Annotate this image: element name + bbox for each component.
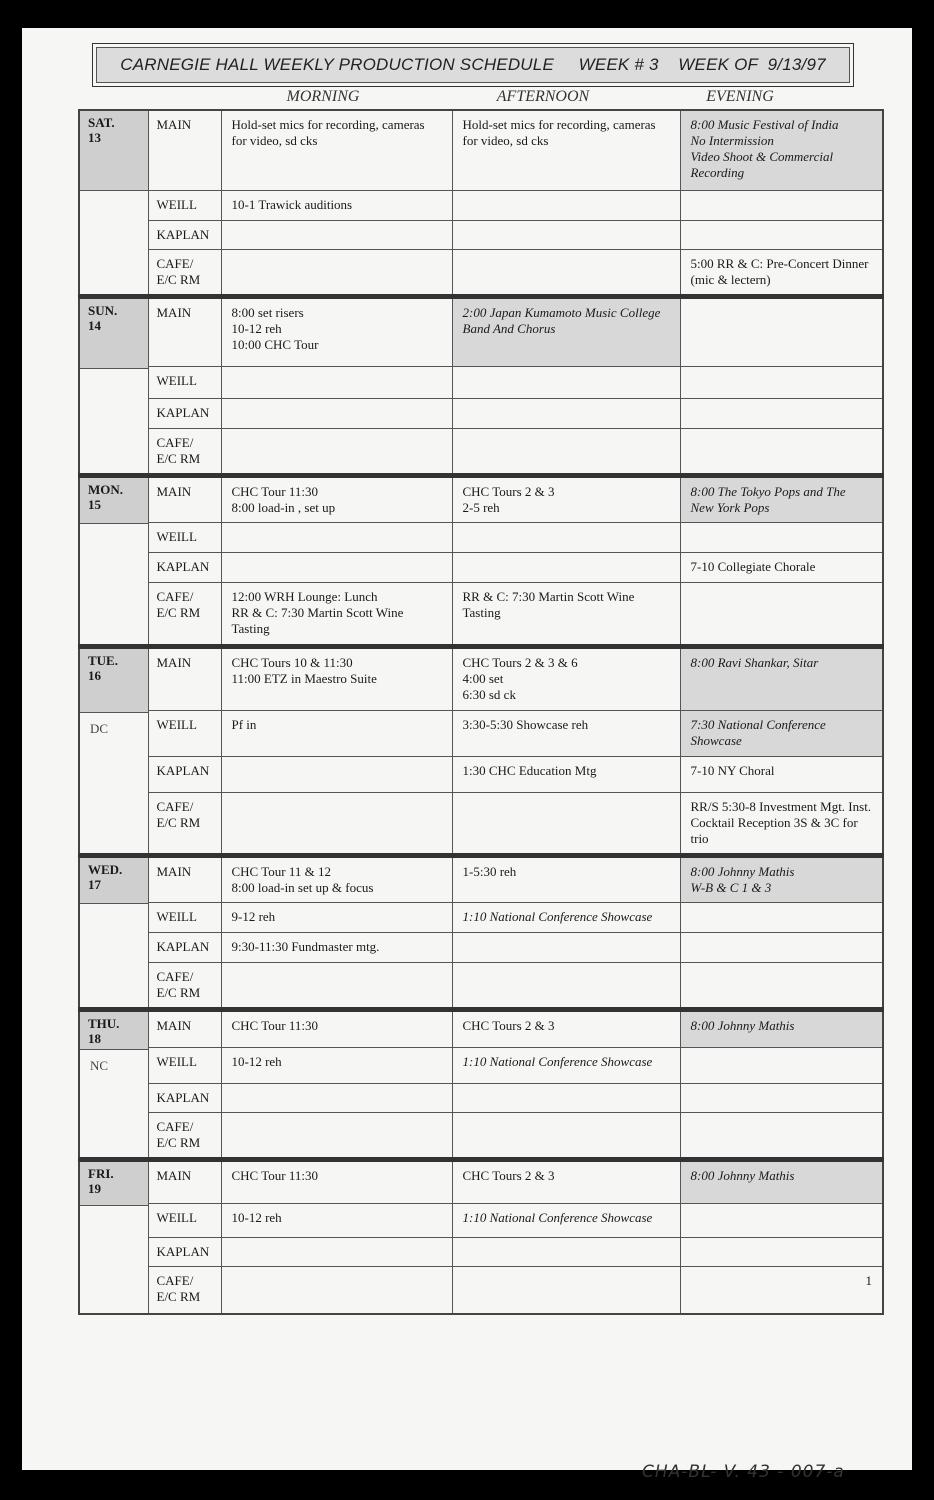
afternoon-event-cell: 1-5:30 reh — [452, 855, 680, 902]
schedule-row — [79, 902, 883, 932]
day-number: 16 — [88, 667, 101, 683]
afternoon-event-cell — [452, 1237, 680, 1266]
day-cell — [79, 646, 148, 855]
afternoon-event-cell: 1:30 CHC Education Mtg — [452, 756, 680, 792]
morning-event-cell — [221, 1237, 452, 1266]
venue-label: KAPLAN — [148, 398, 221, 428]
afternoon-event-cell — [452, 932, 680, 962]
evening-event-cell — [680, 932, 883, 962]
afternoon-event-cell — [452, 220, 680, 249]
day-name: THU. — [88, 1015, 120, 1031]
morning-event-cell — [221, 366, 452, 398]
evening-event-cell: 8:00 Music Festival of India No Intermission Video Shoot & Commercial Recording — [680, 110, 883, 190]
afternoon-event-cell: CHC Tours 2 & 3 2-5 reh — [452, 475, 680, 522]
evening-event-cell — [680, 962, 883, 1009]
afternoon-event-cell: CHC Tours 2 & 3 — [452, 1009, 680, 1047]
venue-label: CAFE/ E/C RM — [148, 1266, 221, 1314]
venue-label: CAFE/ E/C RM — [148, 962, 221, 1009]
venue-label: KAPLAN — [148, 1237, 221, 1266]
morning-event-cell: 12:00 WRH Lounge: Lunch RR & C: 7:30 Martin Scott Wine Tasting — [221, 582, 452, 646]
schedule-row — [79, 962, 883, 1009]
venue-label: MAIN — [148, 1159, 221, 1203]
schedule-row — [79, 932, 883, 962]
afternoon-event-cell — [452, 190, 680, 220]
venue-label: KAPLAN — [148, 1083, 221, 1112]
day-cell — [79, 855, 148, 1009]
venue-label: WEILL — [148, 1047, 221, 1083]
day-cell — [79, 475, 148, 646]
evening-event-cell — [680, 902, 883, 932]
day-cell — [79, 110, 148, 296]
afternoon-event-cell — [452, 1112, 680, 1159]
evening-event-cell: 5:00 RR & C: Pre-Concert Dinner (mic & lectern) — [680, 249, 883, 296]
evening-event-cell: 7-10 Collegiate Chorale — [680, 552, 883, 582]
afternoon-event-cell: Hold-set mics for recording, cameras for video, sd cks — [452, 110, 680, 190]
morning-event-cell: CHC Tour 11:30 — [221, 1159, 452, 1203]
venue-label: MAIN — [148, 1009, 221, 1047]
venue-label: MAIN — [148, 855, 221, 902]
day-label — [80, 111, 148, 191]
morning-event-cell — [221, 552, 452, 582]
afternoon-event-cell — [452, 398, 680, 428]
venue-label: WEILL — [148, 366, 221, 398]
afternoon-event-cell — [452, 1266, 680, 1314]
evening-event-cell — [680, 1047, 883, 1083]
afternoon-event-cell — [452, 249, 680, 296]
morning-event-cell — [221, 1083, 452, 1112]
day-name: WED. — [88, 861, 123, 877]
evening-event-cell — [680, 522, 883, 552]
day-note: NC — [90, 1057, 109, 1073]
catalog-number: CHA-BL- V. 43 - 007-a — [642, 1462, 845, 1482]
day-label — [80, 858, 148, 904]
column-header-evening: EVENING — [706, 88, 774, 105]
day-note — [80, 904, 148, 920]
schedule-page — [22, 28, 912, 1482]
afternoon-event-cell: CHC Tours 2 & 3 — [452, 1159, 680, 1203]
morning-event-cell: 9:30-11:30 Fundmaster mtg. — [221, 932, 452, 962]
venue-label: WEILL — [148, 522, 221, 552]
schedule-row — [79, 756, 883, 792]
evening-event-cell: 8:00 Johnny Mathis — [680, 1159, 883, 1203]
day-name: SAT. — [88, 115, 115, 130]
day-number: 13 — [88, 130, 101, 145]
evening-event-cell — [680, 582, 883, 646]
venue-label: CAFE/ E/C RM — [148, 249, 221, 296]
evening-event-cell: 8:00 Ravi Shankar, Sitar — [680, 646, 883, 710]
evening-event-cell — [680, 428, 883, 475]
day-name: SUN. — [88, 302, 118, 318]
schedule-row — [79, 1203, 883, 1237]
schedule-row — [79, 1083, 883, 1112]
evening-event-cell: 1 — [680, 1266, 883, 1314]
afternoon-event-cell: RR & C: 7:30 Martin Scott Wine Tasting — [452, 582, 680, 646]
evening-event-cell — [680, 366, 883, 398]
morning-event-cell: Pf in — [221, 710, 452, 756]
afternoon-event-cell: 3:30-5:30 Showcase reh — [452, 710, 680, 756]
morning-event-cell: CHC Tour 11:30 — [221, 1009, 452, 1047]
evening-event-cell — [680, 220, 883, 249]
afternoon-event-cell: CHC Tours 2 & 3 & 6 4:00 set 6:30 sd ck — [452, 646, 680, 710]
venue-label: KAPLAN — [148, 756, 221, 792]
afternoon-event-cell: 1:10 National Conference Showcase — [452, 1047, 680, 1083]
afternoon-event-cell — [452, 366, 680, 398]
schedule-row — [79, 1266, 883, 1314]
day-note — [80, 191, 148, 207]
morning-event-cell — [221, 522, 452, 552]
venue-label: WEILL — [148, 190, 221, 220]
venue-label: KAPLAN — [148, 552, 221, 582]
evening-event-cell — [680, 190, 883, 220]
evening-event-cell — [680, 296, 883, 366]
schedule-row — [79, 582, 883, 646]
venue-label: WEILL — [148, 902, 221, 932]
schedule-row — [79, 792, 883, 855]
afternoon-event-cell: 1:10 National Conference Showcase — [452, 902, 680, 932]
day-name: MON. — [88, 481, 124, 497]
afternoon-event-cell — [452, 428, 680, 475]
schedule-row — [79, 522, 883, 552]
venue-label: KAPLAN — [148, 932, 221, 962]
schedule-row — [79, 398, 883, 428]
schedule-row — [79, 366, 883, 398]
morning-event-cell: 10-12 reh — [221, 1203, 452, 1237]
afternoon-event-cell — [452, 1083, 680, 1112]
evening-event-cell: 8:00 Johnny Mathis — [680, 1009, 883, 1047]
morning-event-cell — [221, 1112, 452, 1159]
morning-event-cell: 8:00 set risers 10-12 reh 10:00 CHC Tour — [221, 296, 452, 366]
day-note — [80, 1206, 148, 1222]
schedule-row — [79, 249, 883, 296]
day-number: 15 — [88, 496, 101, 512]
venue-label: WEILL — [148, 710, 221, 756]
schedule-table — [78, 109, 884, 1315]
morning-event-cell — [221, 756, 452, 792]
schedule-row — [79, 646, 883, 710]
venue-label: MAIN — [148, 110, 221, 190]
morning-event-cell — [221, 1266, 452, 1314]
day-note — [80, 369, 148, 385]
day-number: 14 — [88, 317, 101, 333]
venue-label: CAFE/ E/C RM — [148, 1112, 221, 1159]
evening-event-cell: 7:30 National Conference Showcase — [680, 710, 883, 756]
afternoon-event-cell — [452, 522, 680, 552]
evening-event-cell: RR/S 5:30-8 Investment Mgt. Inst. Cocktail Reception 3S & 3C for trio — [680, 792, 883, 855]
title-box — [92, 43, 854, 87]
day-cell — [79, 296, 148, 475]
evening-event-cell: 8:00 Johnny Mathis W-B & C 1 & 3 — [680, 855, 883, 902]
day-label — [80, 299, 148, 369]
morning-event-cell — [221, 220, 452, 249]
venue-label: WEILL — [148, 1203, 221, 1237]
morning-event-cell: 9-12 reh — [221, 902, 452, 932]
morning-event-cell: 10-12 reh — [221, 1047, 452, 1083]
page-title: CARNEGIE HALL WEEKLY PRODUCTION SCHEDULE WEEK # 3 WEEK OF 9/13/97 — [96, 47, 850, 83]
evening-event-cell — [680, 398, 883, 428]
morning-event-cell: Hold-set mics for recording, cameras for video, sd cks — [221, 110, 452, 190]
morning-event-cell — [221, 962, 452, 1009]
schedule-row — [79, 552, 883, 582]
day-name: FRI. — [88, 1165, 114, 1181]
schedule-row — [79, 190, 883, 220]
schedule-row — [79, 855, 883, 902]
schedule-row — [79, 1159, 883, 1203]
schedule-row — [79, 110, 883, 190]
evening-event-cell: 7-10 NY Choral — [680, 756, 883, 792]
day-number: 18 — [88, 1030, 101, 1046]
column-header-morning: MORNING — [286, 88, 360, 105]
morning-event-cell — [221, 792, 452, 855]
schedule-row — [79, 710, 883, 756]
schedule-row — [79, 1009, 883, 1047]
evening-event-cell — [680, 1203, 883, 1237]
morning-event-cell — [221, 249, 452, 296]
day-label — [80, 1162, 148, 1206]
morning-event-cell — [221, 428, 452, 475]
afternoon-event-cell — [452, 552, 680, 582]
schedule-row — [79, 475, 883, 522]
venue-label: MAIN — [148, 646, 221, 710]
day-name: TUE. — [88, 652, 118, 668]
evening-event-cell: 8:00 The Tokyo Pops and The New York Pops — [680, 475, 883, 522]
schedule-row — [79, 1237, 883, 1266]
schedule-row — [79, 220, 883, 249]
day-label — [80, 649, 148, 713]
schedule-row — [79, 296, 883, 366]
venue-label: MAIN — [148, 296, 221, 366]
afternoon-event-cell: 1:10 National Conference Showcase — [452, 1203, 680, 1237]
afternoon-event-cell — [452, 792, 680, 855]
venue-label: CAFE/ E/C RM — [148, 582, 221, 646]
day-label — [80, 478, 148, 524]
afternoon-event-cell — [452, 962, 680, 1009]
venue-label: CAFE/ E/C RM — [148, 428, 221, 475]
day-number: 17 — [88, 876, 101, 892]
schedule-row — [79, 428, 883, 475]
morning-event-cell: CHC Tours 10 & 11:30 11:00 ETZ in Maestro Suite — [221, 646, 452, 710]
day-note: DC — [90, 720, 109, 736]
venue-label: CAFE/ E/C RM — [148, 792, 221, 855]
column-header-afternoon: AFTERNOON — [496, 88, 590, 105]
day-cell — [79, 1159, 148, 1314]
afternoon-event-cell: 2:00 Japan Kumamoto Music College Band And Chorus — [452, 296, 680, 366]
venue-label: MAIN — [148, 475, 221, 522]
day-cell — [79, 1009, 148, 1159]
morning-event-cell: CHC Tour 11 & 12 8:00 load-in set up & focus — [221, 855, 452, 902]
day-label — [80, 1012, 148, 1050]
morning-event-cell: 10-1 Trawick auditions — [221, 190, 452, 220]
morning-event-cell — [221, 398, 452, 428]
morning-event-cell: CHC Tour 11:30 8:00 load-in , set up — [221, 475, 452, 522]
evening-event-cell — [680, 1112, 883, 1159]
day-number: 19 — [88, 1180, 101, 1196]
venue-label: KAPLAN — [148, 220, 221, 249]
schedule-row — [79, 1047, 883, 1083]
evening-event-cell — [680, 1083, 883, 1112]
day-note — [80, 524, 148, 540]
schedule-row — [79, 1112, 883, 1159]
evening-event-cell — [680, 1237, 883, 1266]
